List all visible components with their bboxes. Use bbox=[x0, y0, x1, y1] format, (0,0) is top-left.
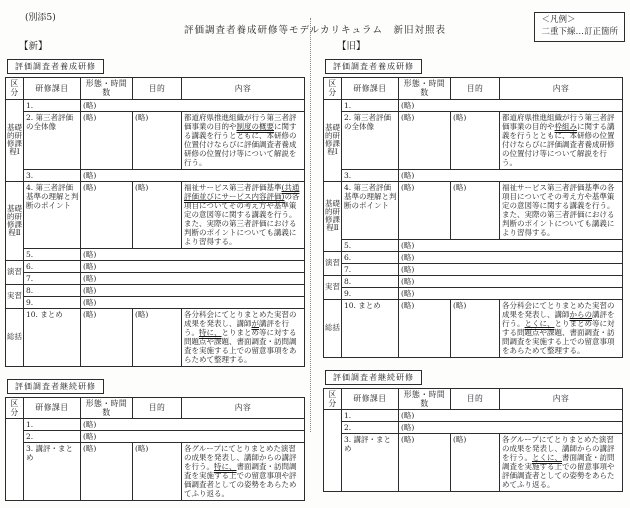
table-row bbox=[6, 443, 305, 501]
abbrev-cell: (略) bbox=[81, 248, 305, 260]
page-title: 評価調査者養成研修等モデルカリキュラム 新旧対照表 bbox=[184, 25, 446, 36]
format-cell: (略) bbox=[81, 181, 133, 248]
col-content: 内容 bbox=[500, 388, 623, 410]
course-cell: 7. bbox=[342, 263, 399, 275]
continuing-caption-old: 評価調査者継続研修 bbox=[325, 370, 422, 385]
table-row bbox=[324, 422, 623, 434]
format-cell: (略) bbox=[399, 299, 451, 357]
table-row bbox=[324, 275, 623, 287]
table-row bbox=[6, 431, 305, 443]
course-cell: 1. bbox=[24, 419, 81, 431]
attachment-label: (別添5) bbox=[25, 13, 56, 23]
course-cell: 4. 第三者評価基準の理解と判断のポイント bbox=[342, 181, 399, 239]
abbrev-cell: (略) bbox=[81, 296, 305, 308]
content-text: の各項目についてその考え方や基準策定の意図等に関する講義を行う。また、実際の第三者評価における判断のポイントについても講義により習得する。 bbox=[184, 191, 300, 246]
table-row bbox=[6, 308, 305, 366]
continuing-table-old bbox=[323, 388, 623, 493]
content-text: に関する講義を行うとともに、本研修の位置付けならびに評価調査者養成研修の位置付け等について解説を行う。 bbox=[184, 121, 297, 167]
col-purpose: 目的 bbox=[451, 388, 500, 410]
abbrev-cell: (略) bbox=[81, 419, 305, 431]
table-row bbox=[6, 111, 305, 169]
col-kubun: 区分 bbox=[6, 397, 24, 419]
table-row bbox=[324, 263, 623, 275]
group-label-enshu: 演習 bbox=[6, 260, 24, 284]
purpose-cell: (略) bbox=[451, 181, 500, 239]
table-row bbox=[6, 169, 305, 181]
purpose-cell: (略) bbox=[133, 443, 182, 501]
abbrev-cell: (略) bbox=[399, 287, 623, 299]
group-label-basic1: 基礎的研修課程Ⅰ bbox=[324, 99, 342, 181]
abbrev-cell: (略) bbox=[399, 239, 623, 251]
col-course: 研修課目 bbox=[342, 388, 399, 410]
table-row bbox=[324, 99, 623, 111]
purpose-cell: (略) bbox=[133, 308, 182, 366]
training-caption-new: 評価調査者養成研修 bbox=[7, 59, 104, 74]
table-row bbox=[324, 181, 623, 239]
course-cell: 6. bbox=[342, 251, 399, 263]
continuing-caption-new: 評価調査者継続研修 bbox=[7, 379, 104, 394]
format-cell: (略) bbox=[399, 434, 451, 492]
table-row bbox=[6, 284, 305, 296]
table-row bbox=[6, 419, 305, 431]
course-cell: 8. bbox=[342, 275, 399, 287]
group-label-basic1: 基礎的研修課程Ⅰ bbox=[6, 99, 24, 181]
abbrev-cell: (略) bbox=[399, 169, 623, 181]
content-corrected-text: 特に、 bbox=[199, 327, 222, 337]
table-row bbox=[6, 296, 305, 308]
continuing-table-new bbox=[5, 397, 305, 502]
content-text: 各グループにてとりまとめた演習の成果を発表し、講師からの講評を行う。 bbox=[184, 444, 297, 472]
col-content: 内容 bbox=[182, 397, 305, 419]
content-text: 講評を行う。 bbox=[502, 309, 615, 328]
section-label-new: 【新】 bbox=[19, 41, 48, 52]
abbrev-cell: (略) bbox=[81, 169, 305, 181]
col-format: 形態・時間数 bbox=[399, 78, 451, 100]
content-corrected-text: 枠組み bbox=[554, 121, 577, 131]
content-text: 都道府県推進組織が行う第三者評価事業の目的や bbox=[184, 112, 297, 131]
center-divider bbox=[310, 18, 311, 432]
content-cell bbox=[182, 308, 305, 366]
col-content: 内容 bbox=[500, 78, 623, 100]
course-cell: 10. まとめ bbox=[342, 299, 399, 357]
course-cell: 6. bbox=[24, 260, 81, 272]
content-text: 都道府県推進組織が行う第三者評価事業の目的や bbox=[502, 112, 615, 131]
course-cell: 1. bbox=[342, 410, 399, 422]
col-purpose: 目的 bbox=[451, 78, 500, 100]
col-course: 研修課目 bbox=[24, 78, 81, 100]
table-row bbox=[324, 251, 623, 263]
content-text: とりまとめ等に対する問題点や課題、書面調査・訪問調査を実施する上での留意事項をあらためて整理する。 bbox=[502, 318, 615, 355]
content-text: とりまとめ等に対する問題点や課題、書面調査・訪問調査を実施する上での留意事項をあらためて整理する。 bbox=[184, 327, 297, 364]
col-format: 形態・時間数 bbox=[81, 78, 133, 100]
table-row bbox=[324, 169, 623, 181]
format-cell: (略) bbox=[81, 443, 133, 501]
table-row bbox=[324, 287, 623, 299]
col-format: 形態・時間数 bbox=[81, 397, 133, 419]
group-label-jisshu: 実習 bbox=[6, 284, 24, 308]
format-cell: (略) bbox=[399, 111, 451, 169]
table-row bbox=[6, 260, 305, 272]
content-corrected-text: (共通評価並びにサービス内容評価) bbox=[184, 182, 300, 201]
col-kubun: 区分 bbox=[324, 78, 342, 100]
content-cell bbox=[182, 181, 305, 248]
group-label-empty bbox=[6, 419, 24, 501]
content-corrected-text: 制度の概要 bbox=[236, 121, 274, 131]
abbrev-cell: (略) bbox=[399, 99, 623, 111]
course-cell: 4. 第三者評価基準の理解と判断のポイント bbox=[24, 181, 81, 248]
purpose-cell: (略) bbox=[451, 111, 500, 169]
content-text: 福祉サービス第三者評価基準 bbox=[184, 182, 282, 192]
content-text: 書面調査・訪問調査を実施する上での留意事項や評価調査者としての姿勢をあらためてふり返る。 bbox=[184, 462, 297, 499]
table-row bbox=[324, 299, 623, 357]
content-corrected-text: が bbox=[251, 318, 259, 328]
table-header-row bbox=[324, 388, 623, 410]
old-section bbox=[323, 38, 623, 499]
abbrev-cell: (略) bbox=[399, 422, 623, 434]
content-text: 各分科会にてとりまとめた実習の成果を発表し、講師 bbox=[184, 309, 297, 328]
legend-body: 二重下線…訂正箇所 bbox=[541, 26, 618, 37]
purpose-cell: (略) bbox=[133, 111, 182, 169]
group-label-enshu: 演習 bbox=[324, 251, 342, 275]
content-text: 各グループにてとりまとめた演習の成果を発表し、講師からの講評を行う。 bbox=[502, 435, 615, 463]
course-cell: 5. bbox=[24, 248, 81, 260]
course-cell: 1. bbox=[24, 99, 81, 111]
course-cell: 3. bbox=[342, 169, 399, 181]
group-label-basic2: 基礎的研修課程Ⅱ bbox=[6, 181, 24, 260]
abbrev-cell: (略) bbox=[399, 251, 623, 263]
content-text: 講評を行う。 bbox=[184, 318, 289, 337]
table-row bbox=[6, 272, 305, 284]
group-label-basic2: 基礎的研修課程Ⅱ bbox=[324, 181, 342, 251]
group-label-jisshu: 実習 bbox=[324, 275, 342, 299]
content-cell bbox=[182, 443, 305, 501]
course-cell: 2. 第三者評価の全体像 bbox=[342, 111, 399, 169]
col-purpose: 目的 bbox=[133, 397, 182, 419]
table-header-row bbox=[324, 78, 623, 100]
course-cell: 2. bbox=[342, 422, 399, 434]
content-cell bbox=[500, 434, 623, 492]
training-table-old bbox=[323, 77, 623, 358]
course-cell: 10. まとめ bbox=[24, 308, 81, 366]
table-header-row bbox=[6, 78, 305, 100]
col-format: 形態・時間数 bbox=[399, 388, 451, 410]
table-row bbox=[324, 111, 623, 169]
abbrev-cell: (略) bbox=[81, 260, 305, 272]
col-course: 研修課目 bbox=[24, 397, 81, 419]
table-row bbox=[324, 239, 623, 251]
table-row bbox=[6, 248, 305, 260]
course-cell: 8. bbox=[24, 284, 81, 296]
content-corrected-text: 特に、 bbox=[214, 462, 237, 472]
table-row bbox=[324, 410, 623, 422]
content-text: 福祉サービス第三者評価基準の各項目についてその考え方や基準策定の意図等に関する講義を行う。また、実際の第三者評価における判断のポイントについても講義により習得する。 bbox=[502, 182, 615, 237]
group-label-soukatsu: 総括 bbox=[6, 308, 24, 366]
col-course: 研修課目 bbox=[342, 78, 399, 100]
course-cell: 3. 講評・まとめ bbox=[24, 443, 81, 501]
abbrev-cell: (略) bbox=[81, 284, 305, 296]
course-cell: 1. bbox=[342, 99, 399, 111]
format-cell: (略) bbox=[81, 308, 133, 366]
course-cell: 7. bbox=[24, 272, 81, 284]
training-caption-old: 評価調査者養成研修 bbox=[325, 59, 422, 74]
content-cell bbox=[500, 181, 623, 239]
course-cell: 3. 講評・まとめ bbox=[342, 434, 399, 492]
content-cell bbox=[500, 111, 623, 169]
abbrev-cell: (略) bbox=[399, 263, 623, 275]
legend-title: ＜凡例＞ bbox=[541, 15, 576, 25]
format-cell: (略) bbox=[81, 111, 133, 169]
col-kubun: 区分 bbox=[324, 388, 342, 410]
abbrev-cell: (略) bbox=[399, 410, 623, 422]
course-cell: 2. 第三者評価の全体像 bbox=[24, 111, 81, 169]
format-cell: (略) bbox=[399, 181, 451, 239]
content-text: に関する講義を行うとともに、本研修の位置付けならびに評価調査者養成研修の位置付け等について解説を行う。 bbox=[502, 121, 615, 167]
table-row bbox=[6, 99, 305, 111]
abbrev-cell: (略) bbox=[399, 275, 623, 287]
col-purpose: 目的 bbox=[133, 78, 182, 100]
abbrev-cell: (略) bbox=[81, 431, 305, 443]
course-cell: 5. bbox=[342, 239, 399, 251]
table-header-row bbox=[6, 397, 305, 419]
course-cell: 2. bbox=[24, 431, 81, 443]
content-corrected-text: からの bbox=[569, 309, 592, 319]
abbrev-cell: (略) bbox=[81, 99, 305, 111]
group-label-soukatsu: 総括 bbox=[324, 299, 342, 357]
content-text: 書面調査・訪問調査を実施する上での留意事項や評価調査者としての姿勢をあらためてふり返る。 bbox=[502, 453, 615, 490]
table-row bbox=[6, 181, 305, 248]
table-row bbox=[324, 434, 623, 492]
col-content: 内容 bbox=[182, 78, 305, 100]
course-cell: 3. bbox=[24, 169, 81, 181]
purpose-cell: (略) bbox=[451, 299, 500, 357]
content-cell bbox=[182, 111, 305, 169]
new-section bbox=[5, 38, 305, 508]
course-cell: 9. bbox=[24, 296, 81, 308]
course-cell: 9. bbox=[342, 287, 399, 299]
training-table-new bbox=[5, 77, 305, 367]
content-text: 各分科会にてとりまとめた実習の成果を発表し、講師 bbox=[502, 300, 615, 319]
content-cell bbox=[500, 299, 623, 357]
abbrev-cell: (略) bbox=[81, 272, 305, 284]
group-label-empty bbox=[324, 410, 342, 492]
content-corrected-text: とくに、 bbox=[532, 453, 562, 463]
purpose-cell: (略) bbox=[133, 181, 182, 248]
section-label-old: 【旧】 bbox=[337, 41, 366, 52]
content-corrected-text: とくに、 bbox=[524, 318, 555, 328]
purpose-cell: (略) bbox=[451, 434, 500, 492]
col-kubun: 区分 bbox=[6, 78, 24, 100]
